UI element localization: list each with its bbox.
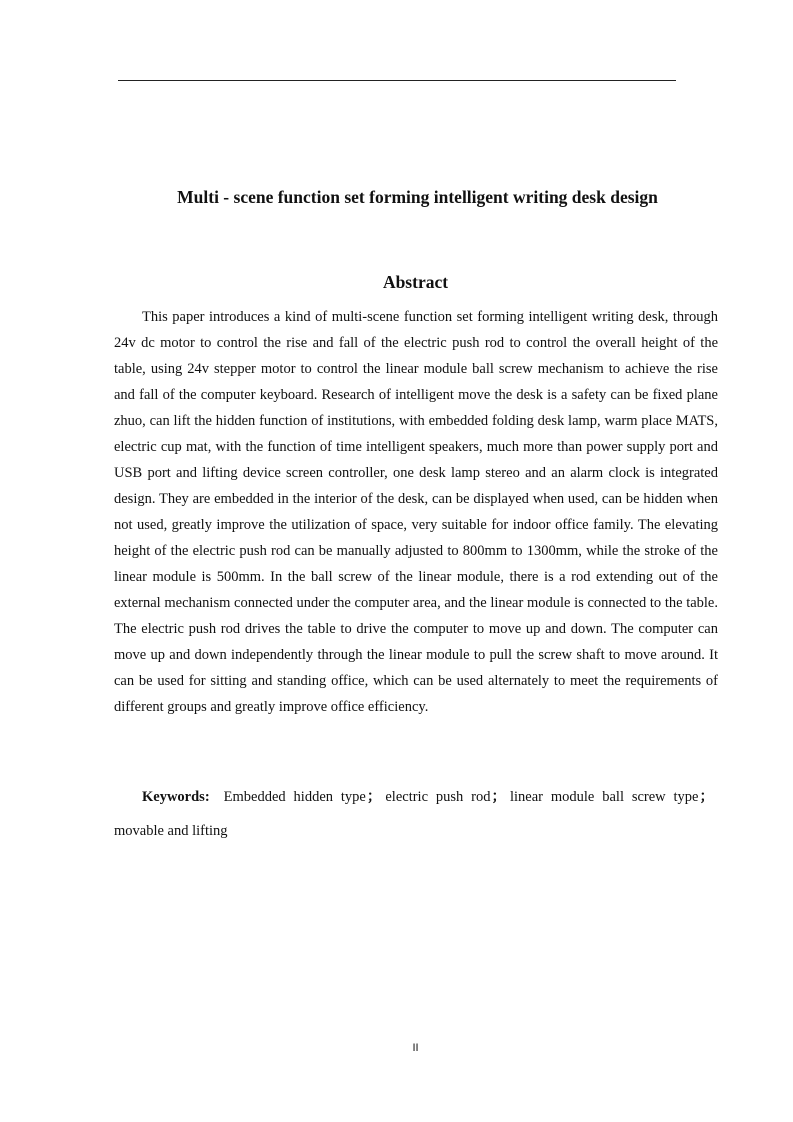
paper-title: Multi - scene function set forming intelligent writing desk design <box>177 187 658 207</box>
keyword-item: linear module ball screw type <box>509 789 699 805</box>
keywords-label: Keywords: <box>142 789 210 805</box>
keyword-separator: ； <box>366 789 382 805</box>
keywords-line <box>114 780 718 848</box>
keyword-separator: ； <box>699 789 714 805</box>
abstract-body: This paper introduces a kind of multi-scene function set forming intelligent writing desk, through 24v dc motor to control the rise and fall of the electric push rod to control the overall height of the table, using 24v stepper motor to control the linear module ball screw mechanism to achieve the rise and fall of the computer keyboard. Research of intelligent move the desk is a safety can be fixed plane zhuo, can lift the hidden function of institutions, with embedded folding desk lamp, warm place MATS, electric cup mat, with the function of time intelligent speakers, much more than power supply port and USB port and lifting device screen controller, one desk lamp stereo and an alarm clock is integrated design. They are embedded in the interior of the desk, can be displayed when used, can be hidden when not used, greatly improve the utilization of space, very suitable for indoor office family. The elevating height of the electric push rod can be manually adjusted to 800mm to 1300mm, while the stroke of the linear module is 500mm. In the ball screw of the linear module, there is a rod extending out of the external mechanism connected under the computer area, and the linear module is connected to the table. The electric push rod drives the table to drive the computer to move up and down. The computer can move up and down independently through the linear module to pull the screw shaft to move around. It can be used for sitting and standing office, which can be used alternately to meet the requirements of different groups and greatly improve office efficiency. <box>114 309 718 715</box>
header-rule <box>118 80 676 81</box>
page-number: II <box>412 1042 419 1054</box>
keyword-item: Embedded hidden type <box>223 789 366 805</box>
keyword-item: electric push rod <box>385 789 491 805</box>
keyword-separator: ； <box>491 789 506 805</box>
abstract-heading: Abstract <box>382 272 449 292</box>
keyword-item: movable and lifting <box>114 823 228 839</box>
